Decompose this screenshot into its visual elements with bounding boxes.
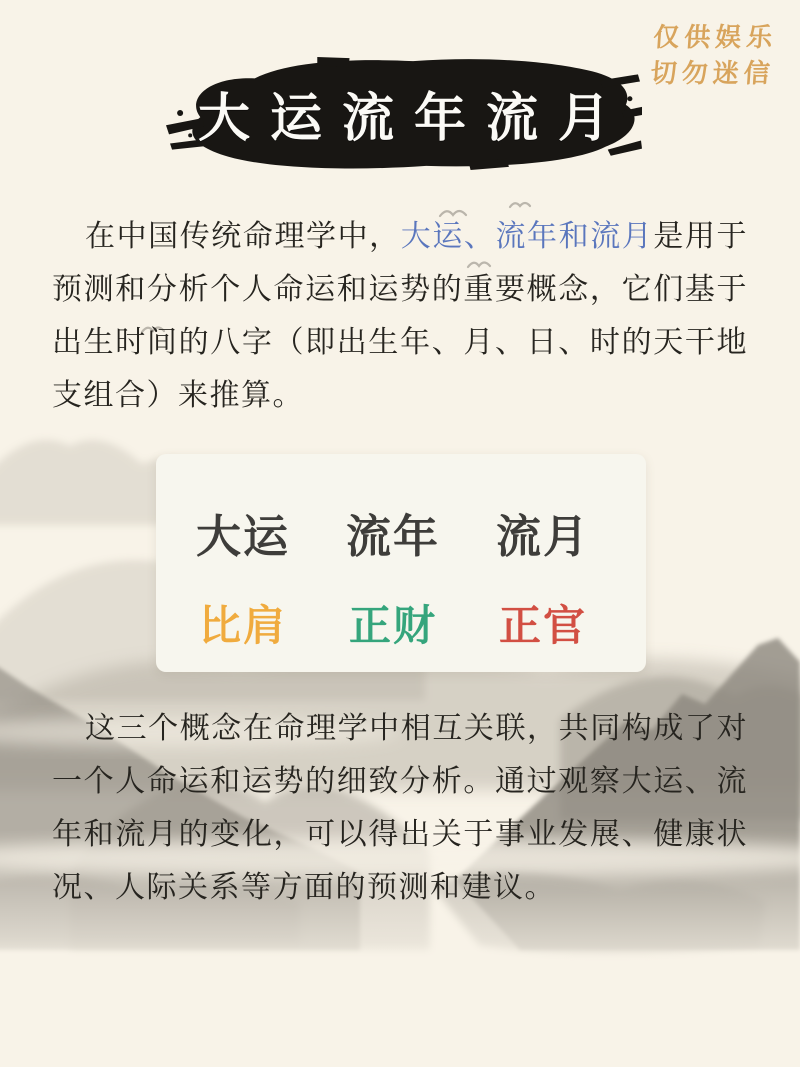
fortune-card [156, 454, 646, 672]
card-column-dayun [196, 500, 290, 672]
card-value-zhengcai: 正财 [348, 601, 437, 650]
card-label-dayun: 大运 [196, 510, 291, 563]
intro-text-pre: 在中国传统命理学中， [85, 219, 401, 254]
intro-text-post: 是用于预测和分析个人命运和运势的重要概念，它们基于出生时间的八字（即出生年、月、日、时的天干地支组合）来推算。 [52, 219, 749, 413]
card-column-liunian [346, 500, 440, 672]
disclaimer-line-2: 切勿迷信 [649, 59, 776, 89]
card-column-liuyue [496, 500, 590, 672]
highlighted-terms: 大运、流年和流月 [400, 219, 654, 254]
disclaimer-line-1: 仅供娱乐 [652, 23, 779, 53]
conclusion-paragraph: 这三个概念在命理学中相互关联，共同构成了对一个人命运和运势的细致分析。通过观察大运、流年和流月的变化，可以得出关于事业发展、健康状况、人际关系等方面的预测和建议。 [52, 711, 748, 905]
card-label-liunian: 流年 [345, 510, 440, 563]
intro-paragraph [52, 210, 748, 422]
card-value-zhengguan: 正官 [498, 601, 587, 650]
page-title: 大运流年流月 [197, 87, 630, 149]
card-value-bijian: 比肩 [199, 601, 288, 650]
card-label-liuyue: 流月 [495, 510, 590, 563]
disclaimer [649, 20, 778, 92]
title-banner [166, 54, 642, 172]
